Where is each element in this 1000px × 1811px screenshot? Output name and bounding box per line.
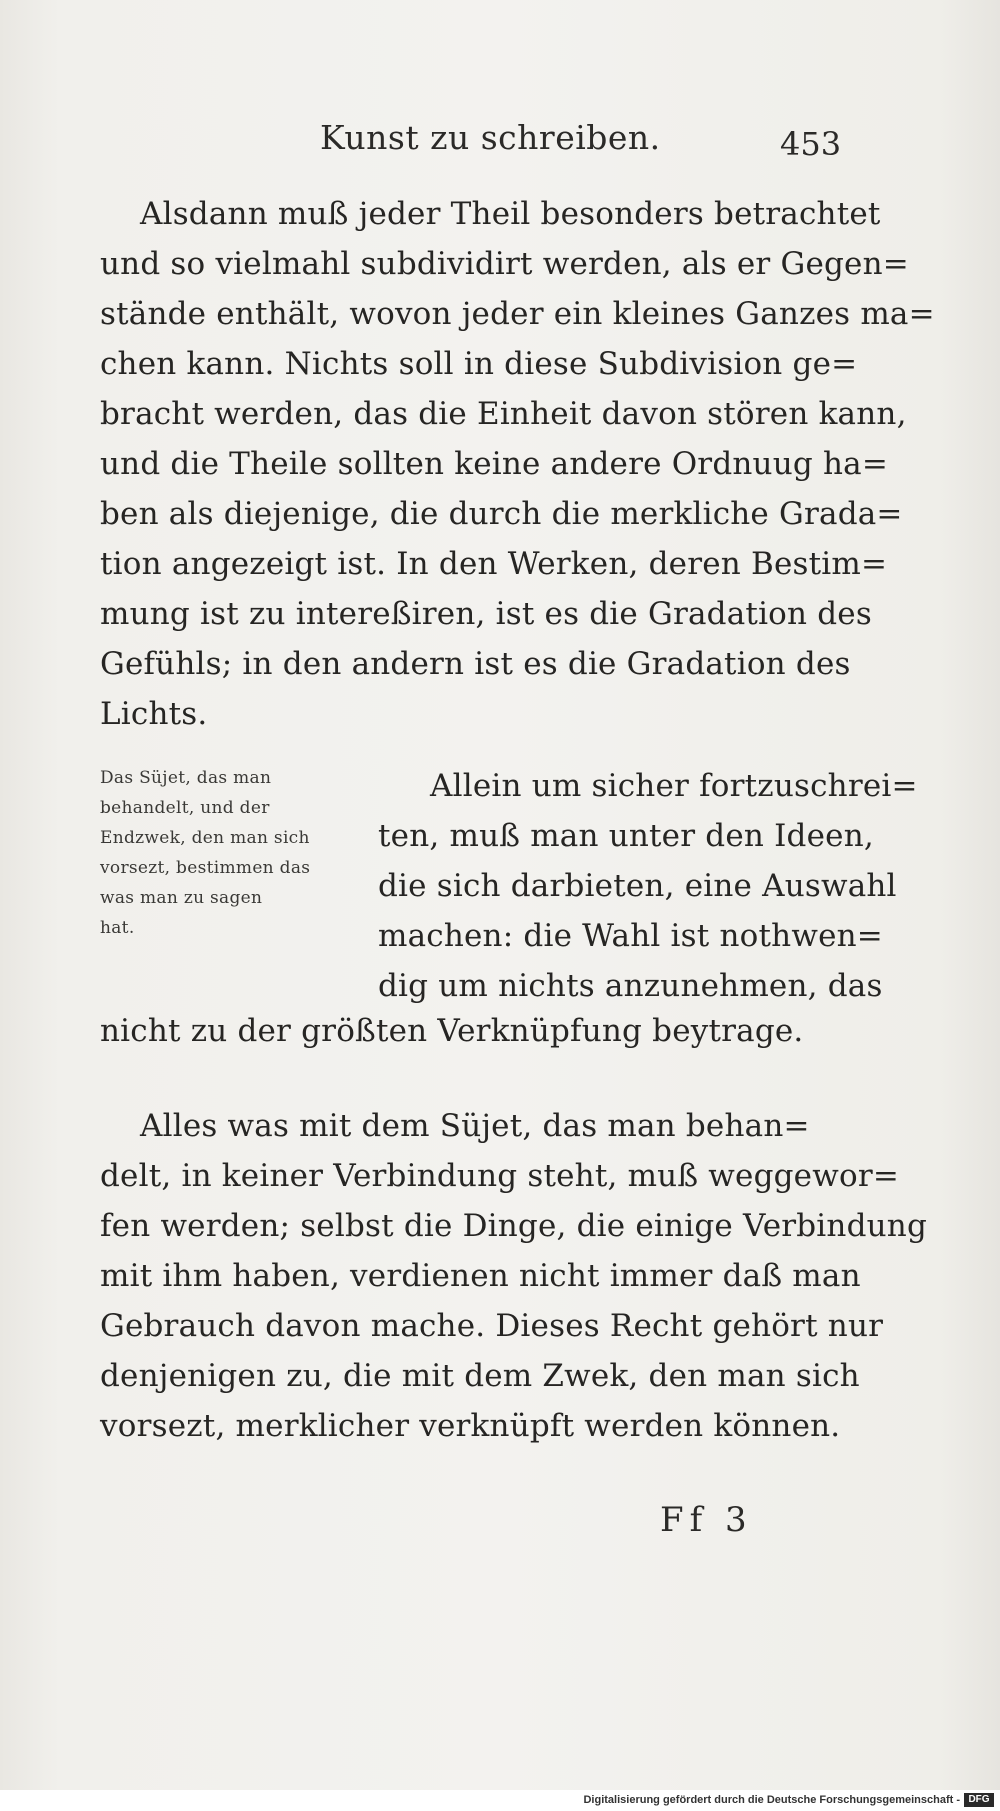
text-line: mit ihm haben, verdienen nicht immer daß man <box>100 1258 861 1294</box>
text-line: chen kann. Nichts soll in diese Subdivision ge= <box>100 346 858 382</box>
margin-note-line: hat. <box>100 918 135 938</box>
margin-note-line: was man zu sagen <box>100 888 263 908</box>
text-line: stände enthält, wovon jeder ein kleines Ganzes ma= <box>100 296 935 332</box>
text-line: mung ist zu intereßiren, ist es die Gradation des <box>100 596 872 632</box>
signature-mark: Ff 3 <box>660 1500 753 1540</box>
margin-note-line: Endzwek, den man sich <box>100 828 310 848</box>
text-line: die sich darbieten, eine Auswahl <box>378 868 897 904</box>
text-line: Alsdann muß jeder Theil besonders betrachtet <box>140 196 881 232</box>
page-number: 453 <box>780 125 842 163</box>
text-line: dig um nichts anzunehmen, das <box>378 968 883 1004</box>
margin-note-line: Das Süjet, das man <box>100 768 272 788</box>
running-head: Kunst zu schreiben. <box>320 118 661 157</box>
text-line: und die Theile sollten keine andere Ordnuug ha= <box>100 446 888 482</box>
text-line: Alles was mit dem Süjet, das man behan= <box>140 1108 810 1144</box>
text-line: ben als diejenige, die durch die merkliche Grada= <box>100 496 903 532</box>
footer-credit: Digitalisierung gefördert durch die Deutsche Forschungsgemeinschaft - <box>583 1794 960 1806</box>
text-line: Gefühls; in den andern ist es die Gradation des <box>100 646 851 682</box>
margin-note-line: vorsezt, bestimmen das <box>100 858 311 878</box>
text-line: machen: die Wahl ist nothwen= <box>378 918 883 954</box>
text-line: Allein um sicher fortzuschrei= <box>430 768 918 804</box>
text-line: delt, in keiner Verbindung steht, muß weggewor= <box>100 1158 900 1194</box>
text-line: vorsezt, merklicher verknüpft werden können. <box>100 1408 841 1444</box>
margin-note-line: behandelt, und der <box>100 798 270 818</box>
text-line: Gebrauch davon mache. Dieses Recht gehört nur <box>100 1308 884 1344</box>
text-line: Lichts. <box>100 696 208 732</box>
text-line: denjenigen zu, die mit dem Zwek, den man sich <box>100 1358 860 1394</box>
text-line: bracht werden, das die Einheit davon stören kann, <box>100 396 907 432</box>
text-line: nicht zu der größten Verknüpfung beytrage. <box>100 1013 804 1049</box>
dfg-logo-icon: DFG <box>964 1793 994 1807</box>
text-line: und so vielmahl subdividirt werden, als er Gegen= <box>100 246 909 282</box>
text-line: tion angezeigt ist. In den Werken, deren Bestim= <box>100 546 888 582</box>
text-line: ten, muß man unter den Ideen, <box>378 818 874 854</box>
text-line: fen werden; selbst die Dinge, die einige Verbindung <box>100 1208 928 1244</box>
